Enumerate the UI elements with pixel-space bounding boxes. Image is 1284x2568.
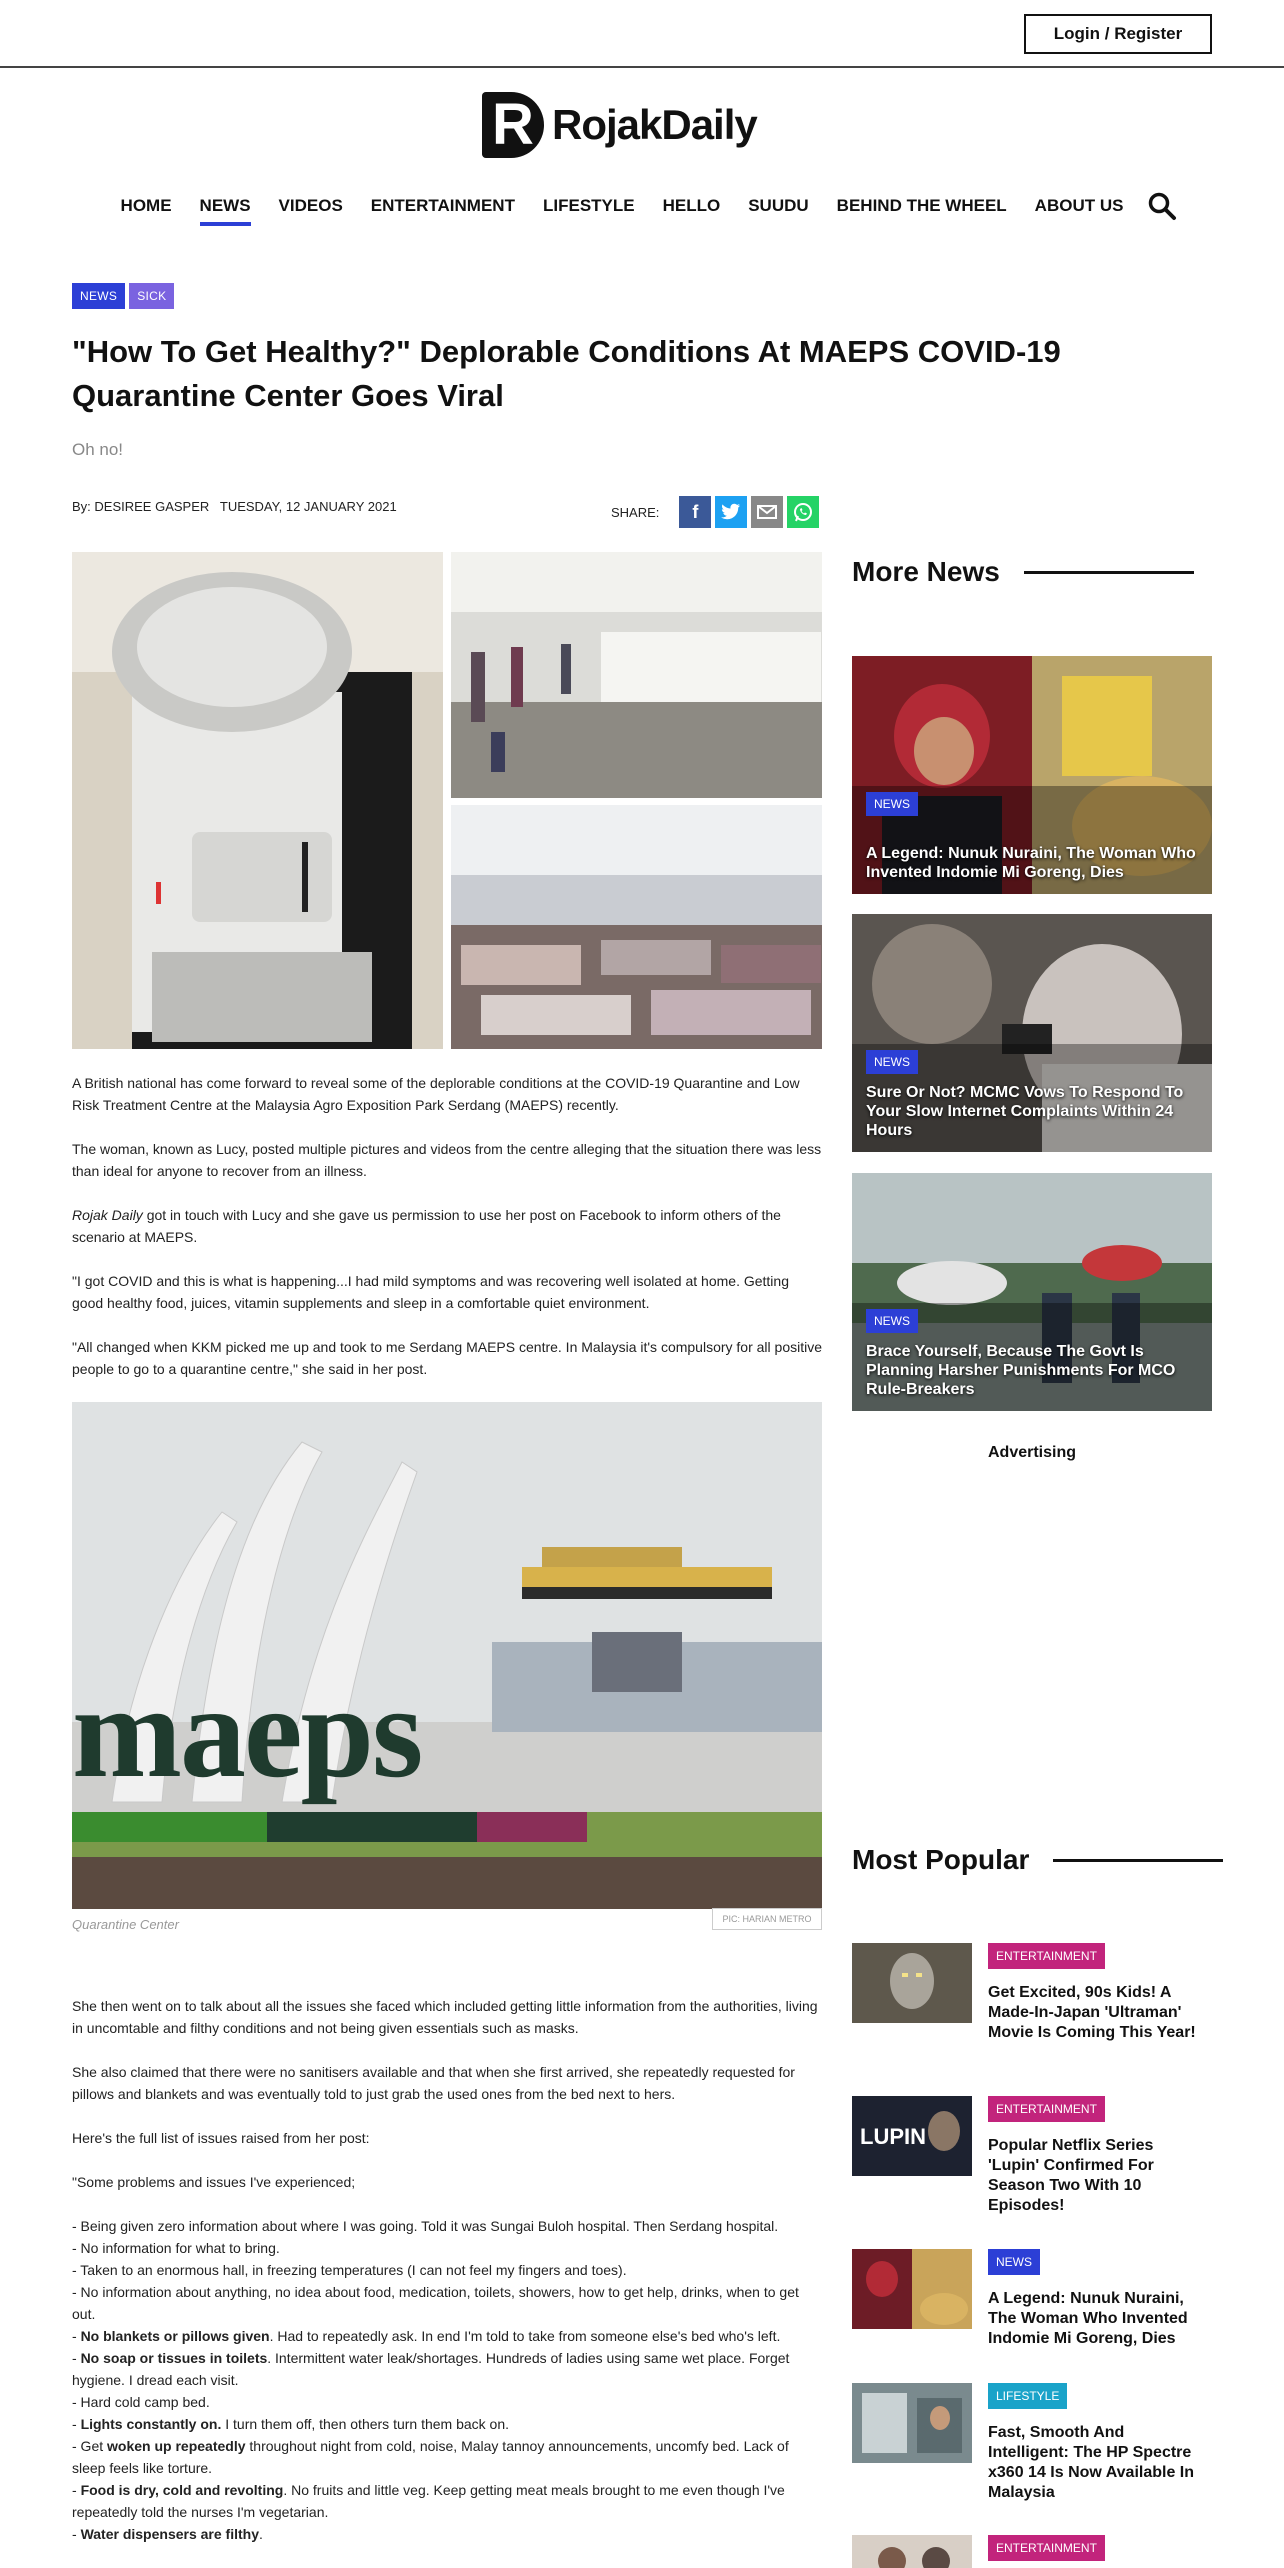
- list-item: - Water dispensers are filthy.: [72, 2526, 263, 2542]
- nav-item-about-us[interactable]: ABOUT US: [1034, 196, 1124, 215]
- list-item: - No information about anything, no idea about food, medication, toilets, showers, how to get help, drinks, when to get out.: [72, 2284, 799, 2322]
- paragraph: "All changed when KKM picked me up and took to me Serdang MAEPS centre. In Malaysia it's compulsory for all positive people to go to a quarantine centre," she said in her post.: [72, 1339, 823, 1377]
- popular-item[interactable]: [852, 2249, 1212, 2359]
- popular-tag[interactable]: NEWS: [988, 2249, 1040, 2275]
- popular-tag[interactable]: ENTERTAINMENT: [988, 2096, 1105, 2122]
- popular-title[interactable]: Get Excited, 90s Kids! A Made-In-Japan 'Ultraman' Movie Is Coming This Year!: [988, 1984, 1196, 2041]
- card-tag[interactable]: NEWS: [866, 1050, 918, 1074]
- publish-date: TUESDAY, 12 JANUARY 2021: [219, 499, 397, 514]
- main-nav: [0, 186, 1284, 226]
- article-subtitle: Oh no!: [72, 440, 124, 459]
- whatsapp-icon[interactable]: [787, 496, 819, 528]
- logo-text: RojakDaily: [552, 101, 757, 148]
- article-title: "How To Get Healthy?" Deplorable Conditions At MAEPS COVID-19 Quarantine Center Goes Viral: [72, 334, 1061, 413]
- most-popular-heading: Most Popular: [852, 1844, 1223, 1876]
- paragraph: The woman, known as Lucy, posted multiple pictures and videos from the centre alleging that the situation there was less than ideal for anyone to recover from an illness.: [72, 1141, 822, 1179]
- popular-item[interactable]: [852, 1943, 1212, 2073]
- card-tag[interactable]: NEWS: [866, 1309, 918, 1333]
- popular-tag[interactable]: ENTERTAINMENT: [988, 1943, 1105, 1969]
- list-item: - Food is dry, cold and revolting. No fruits and little veg. Keep getting meat meals brought to me even though I've repeatedly told the nurses I'm vegetarian.: [72, 2482, 785, 2520]
- article-body-bottom: [72, 1995, 822, 2545]
- list-item: - Hard cold camp bed.: [72, 2394, 210, 2410]
- list-item: - No soap or tissues in toilets. Intermittent water leak/shortages. Hundreds of ladies using same wet place. Forget hygiene. I dread each visit.: [72, 2350, 790, 2388]
- nav-item-suudu[interactable]: SUUDU: [748, 196, 809, 215]
- list-item: - No information for what to bring.: [72, 2240, 280, 2256]
- more-news-card[interactable]: [852, 1173, 1212, 1411]
- twitter-icon[interactable]: [715, 496, 747, 528]
- list-item: - Lights constantly on. I turn them off, then others turn them back on.: [72, 2416, 510, 2432]
- nav-item-news[interactable]: NEWS: [186, 196, 265, 216]
- list-item: - Get woken up repeatedly throughout night from cold, noise, Malay tannoy announcements, uncomfy bed. Lack of sleep feels like torture.: [72, 2438, 789, 2476]
- top-bar: [0, 0, 1284, 68]
- article-body-top: [72, 1072, 822, 1402]
- list-item: - No blankets or pillows given. Had to repeatedly ask. In end I'm told to take from someone else's bed who's left.: [72, 2328, 781, 2344]
- popular-thumbnail[interactable]: [852, 2249, 972, 2329]
- paragraph: She then went on to talk about all the issues she faced which included getting little information from the authorities, living in uncomtable and filthy conditions and not being given essentials such as masks.: [72, 1998, 818, 2036]
- tag-sick[interactable]: SICK: [129, 283, 174, 309]
- popular-title[interactable]: Popular Netflix Series 'Lupin' Confirmed For Season Two With 10 Episodes!: [988, 2137, 1154, 2214]
- facebook-icon[interactable]: f: [679, 496, 711, 528]
- more-news-card[interactable]: [852, 914, 1212, 1152]
- popular-title[interactable]: A Legend: Nunuk Nuraini, The Woman Who Invented Indomie Mi Goreng, Dies: [988, 2290, 1188, 2347]
- water-dispenser-photo: [72, 552, 443, 1049]
- popular-thumbnail[interactable]: [852, 2383, 972, 2463]
- publication-name: Rojak Daily: [72, 1207, 143, 1223]
- paragraph: She also claimed that there were no sanitisers available and that when she first arrived, she repeatedly requested for pillows and blankets and was eventually told to just grab the used ones from the bed next to hers.: [72, 2064, 795, 2102]
- share-label: SHARE:: [611, 504, 660, 520]
- paragraph: "Some problems and issues I've experienced;: [72, 2174, 356, 2190]
- photo-credit: PIC: HARIAN METRO: [712, 1908, 822, 1930]
- paragraph: Rojak Daily got in touch with Lucy and she gave us permission to use her post on Facebook to inform others of the scenario at MAEPS.: [72, 1207, 781, 1245]
- popular-thumbnail[interactable]: [852, 1943, 972, 2023]
- popular-tag[interactable]: LIFESTYLE: [988, 2383, 1067, 2409]
- logo-mark-icon: [482, 92, 544, 158]
- list-item: - Being given zero information about where I was going. Told it was Sungai Buloh hospital. Then Serdang hospital.: [72, 2218, 779, 2234]
- popular-tag[interactable]: ENTERTAINMENT: [988, 2535, 1105, 2561]
- card-title[interactable]: Brace Yourself, Because The Govt Is Planning Harsher Punishments For MCO Rule-Breakers: [866, 1343, 1176, 1398]
- search-icon[interactable]: [1147, 191, 1177, 221]
- quarantine-beds-photo: [451, 805, 822, 1049]
- email-icon[interactable]: [751, 496, 783, 528]
- thumbnail-lettering: LUPIN: [860, 2124, 926, 2149]
- issues-list: [72, 2215, 822, 2545]
- card-tag[interactable]: NEWS: [866, 792, 918, 816]
- nav-item-lifestyle[interactable]: LIFESTYLE: [542, 196, 635, 215]
- article-tags: [72, 283, 174, 309]
- more-news-card[interactable]: [852, 656, 1212, 894]
- nav-item-hello[interactable]: HELLO: [662, 196, 721, 215]
- more-news-heading: More News: [852, 556, 1194, 588]
- nav-item-videos[interactable]: VIDEOS: [278, 196, 343, 215]
- maeps-sign-photo: [72, 1402, 822, 1909]
- popular-title[interactable]: Fast, Smooth And Intelligent: The HP Spectre x360 14 Is Now Available In Malaysia: [988, 2424, 1195, 2501]
- nav-item-entertainment[interactable]: ENTERTAINMENT: [370, 196, 515, 215]
- popular-thumbnail[interactable]: [852, 2535, 972, 2568]
- share-bar: [611, 496, 819, 528]
- paragraph: A British national has come forward to reveal some of the deplorable conditions at the COVID-19 Quarantine and Low Risk Treatment Centre at the Malaysia Agro Exposition Park Serdang (MAEPS) recently.: [72, 1075, 800, 1113]
- card-title[interactable]: Sure Or Not? MCMC Vows To Respond To Your Slow Internet Complaints Within 24 Hours: [866, 1084, 1184, 1139]
- tag-news[interactable]: NEWS: [72, 283, 125, 309]
- list-item: - Taken to an enormous hall, in freezing temperatures (I can not feel my fingers and toes).: [72, 2262, 627, 2278]
- byline: [72, 499, 397, 514]
- site-logo[interactable]: [482, 92, 757, 158]
- paragraph: Here's the full list of issues raised from her post:: [72, 2130, 370, 2146]
- paragraph: "I got COVID and this is what is happening...I had mild symptoms and was recovering well isolated at home. Getting good healthy food, juices, vitamin supplements and sleep in a comfortable quiet environment.: [72, 1273, 789, 1311]
- nav-item-behind-the-wheel[interactable]: BEHIND THE WHEEL: [836, 196, 1007, 215]
- nav-item-home[interactable]: HOME: [120, 196, 172, 215]
- advertising-label: Advertising: [987, 1444, 1076, 1461]
- popular-item[interactable]: [852, 2096, 1212, 2226]
- image-caption: Quarantine Center: [72, 1917, 179, 1932]
- quarantine-hall-photo: [451, 552, 822, 798]
- card-title[interactable]: A Legend: Nunuk Nuraini, The Woman Who Invented Indomie Mi Goreng, Dies: [866, 845, 1196, 881]
- maeps-sign-lettering: maeps: [72, 1658, 422, 1805]
- popular-item[interactable]: [852, 2383, 1212, 2513]
- login-register-button[interactable]: Login / Register: [1024, 14, 1212, 54]
- author[interactable]: By: DESIREE GASPER: [72, 499, 210, 514]
- popular-item[interactable]: [852, 2535, 1212, 2568]
- popular-thumbnail[interactable]: [852, 2096, 972, 2176]
